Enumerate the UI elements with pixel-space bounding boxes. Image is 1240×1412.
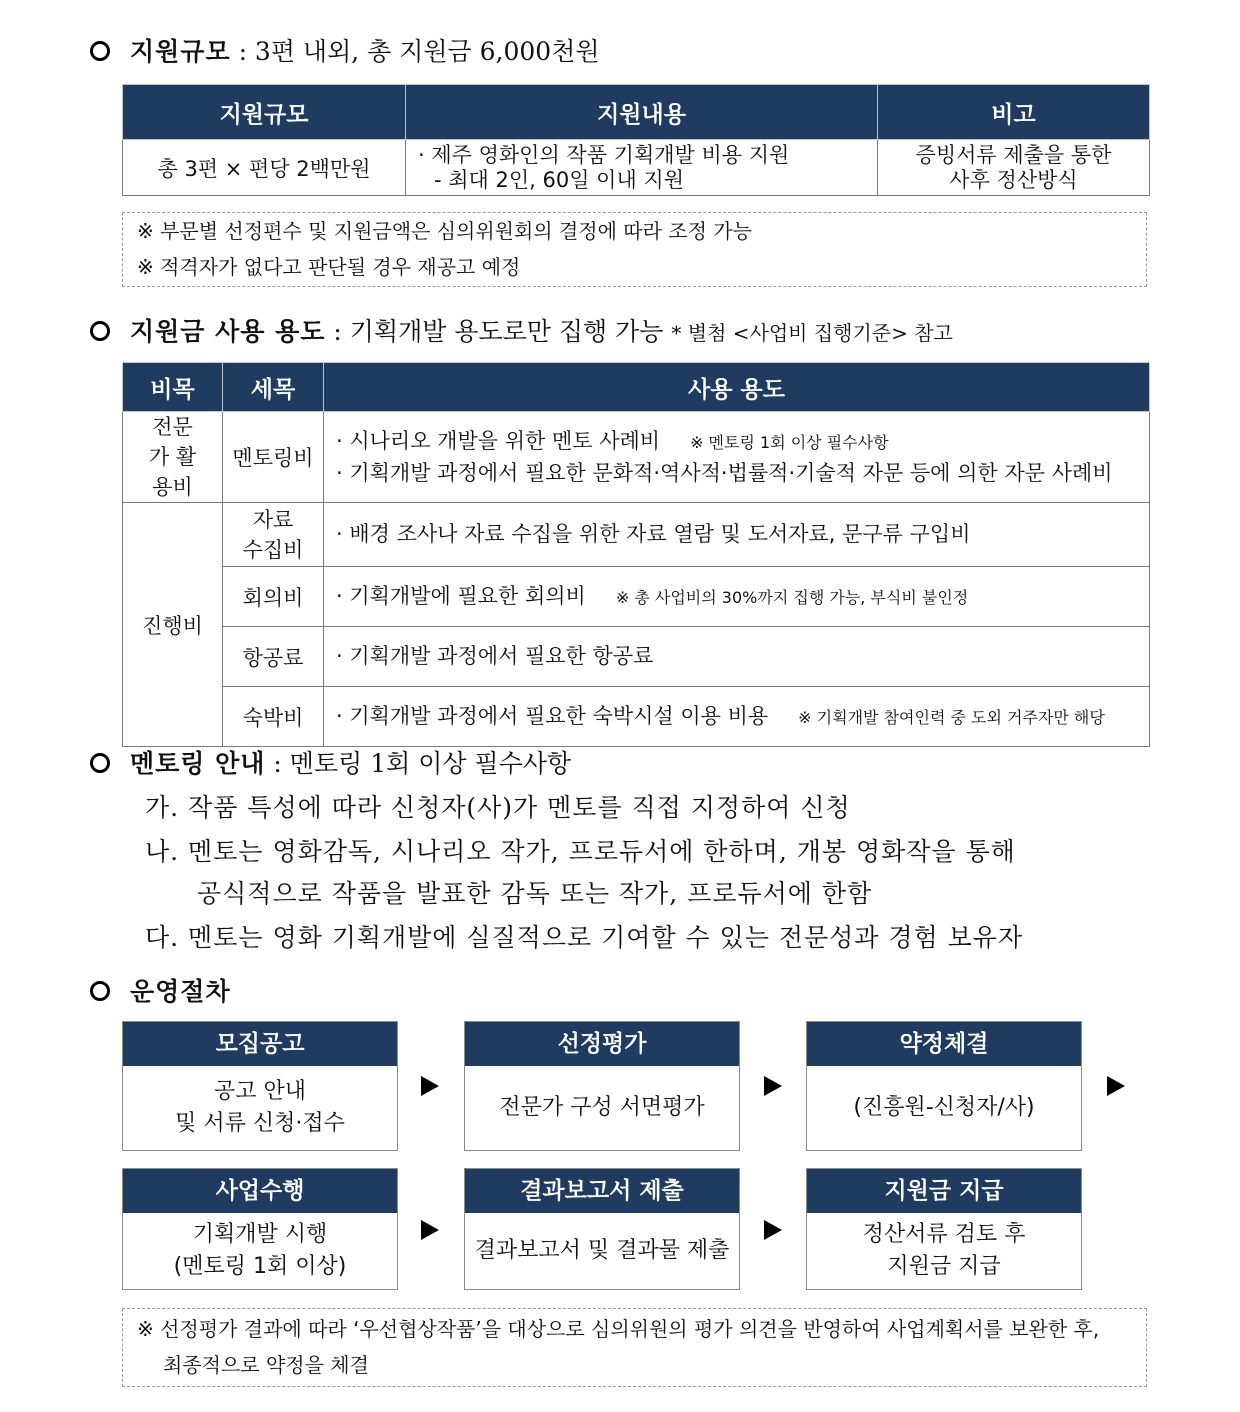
scale-notes bbox=[122, 212, 1147, 287]
item-cell: 자료 수집비 bbox=[223, 503, 324, 567]
circle-bullet-icon bbox=[90, 41, 110, 61]
category-cell: 전문가 활용비 bbox=[123, 412, 223, 503]
arrow-right-icon bbox=[1107, 1076, 1125, 1096]
col-header: 사용 용도 bbox=[324, 363, 1150, 412]
usage-cell: · 기획개발 과정에서 필요한 항공료 bbox=[324, 627, 1150, 687]
scale-cell: 총 3편 × 편당 2백만원 bbox=[123, 140, 406, 196]
arrow-right-icon bbox=[421, 1076, 439, 1096]
usage-cell: · 배경 조사나 자료 수집을 위한 자료 열람 및 도서자료, 문구류 구입비 bbox=[324, 503, 1150, 567]
section-heading-procedure: 운영절차 bbox=[90, 972, 231, 1008]
note-cell: 증빙서류 제출을 통한 사후 정산방식 bbox=[878, 140, 1150, 196]
col-header: 지원내용 bbox=[406, 85, 878, 140]
step-recruitment: 모집공고 공고 안내 및 서류 신청·접수 bbox=[122, 1021, 398, 1151]
arrow-right-icon bbox=[764, 1076, 782, 1096]
usage-cell: · 기획개발에 필요한 회의비 ※ 총 사업비의 30%까지 집행 가능, 부식비 불인정 bbox=[324, 567, 1150, 627]
mentoring-item: 다. 멘토는 영화 기획개발에 실질적으로 기여할 수 있는 전문성과 경험 보유자 bbox=[145, 923, 1024, 952]
circle-bullet-icon bbox=[90, 321, 110, 341]
section-heading-mentoring: 멘토링 안내 : 멘토링 1회 이상 필수사항 bbox=[90, 744, 571, 780]
arrow-right-icon bbox=[764, 1220, 782, 1240]
mentoring-item: 나. 멘토는 영화감독, 시나리오 작가, 프로듀서에 한하며, 개봉 영화작을 통해 bbox=[145, 837, 1016, 866]
col-header: 비목 bbox=[123, 363, 223, 412]
col-header: 지원규모 bbox=[123, 85, 406, 140]
note-line: ※ 부문별 선정편수 및 지원금액은 심의위원회의 결정에 따라 조정 가능 bbox=[137, 219, 752, 243]
section-heading-usage: 지원금 사용 용도 : 기획개발 용도로만 집행 가능 * 별첨 <사업비 집행기준> 참고 bbox=[90, 312, 953, 348]
usage-cell: · 시나리오 개발을 위한 멘토 사례비 ※ 멘토링 1회 이상 필수사항 · 기획개발 과정에서 필요한 문화적·역사적·법률적·기술적 자문 등에 의한 자문 사례비 bbox=[324, 412, 1150, 503]
section-heading-scale: 지원규모 : 3편 내외, 총 지원금 6,000천원 bbox=[90, 32, 600, 68]
procedure-note: ※ 선정평가 결과에 따라 ‘우선협상작품’을 대상으로 심의위원의 평가 의견을 반영하여 사업계획서를 보완한 후, 최종적으로 약정을 체결 bbox=[122, 1308, 1147, 1387]
arrow-right-icon bbox=[421, 1220, 439, 1240]
step-evaluation: 선정평가 전문가 구성 서면평가 bbox=[464, 1021, 740, 1151]
item-cell: 숙박비 bbox=[223, 687, 324, 747]
item-cell: 회의비 bbox=[223, 567, 324, 627]
col-header: 비고 bbox=[878, 85, 1150, 140]
category-cell: 진행비 bbox=[123, 503, 223, 747]
support-scale-table bbox=[122, 84, 1150, 196]
note-line: ※ 적격자가 없다고 판단될 경우 재공고 예정 bbox=[137, 255, 521, 279]
circle-bullet-icon bbox=[90, 981, 110, 1001]
mentoring-item: 가. 작품 특성에 따라 신청자(사)가 멘토를 직접 지정하여 신청 bbox=[145, 793, 851, 822]
usage-table bbox=[122, 362, 1150, 747]
content-cell: · 제주 영화인의 작품 기획개발 비용 지원 - 최대 2인, 60일 이내 지원 bbox=[406, 140, 878, 196]
col-header: 세목 bbox=[223, 363, 324, 412]
step-execution: 사업수행 기획개발 시행 (멘토링 1회 이상) bbox=[122, 1168, 398, 1290]
item-cell: 멘토링비 bbox=[223, 412, 324, 503]
item-cell: 항공료 bbox=[223, 627, 324, 687]
step-agreement: 약정체결 (진흥원-신청자/사) bbox=[806, 1021, 1082, 1151]
mentoring-item: 공식적으로 작품을 발표한 감독 또는 작가, 프로듀서에 한함 bbox=[197, 879, 873, 908]
step-report: 결과보고서 제출 결과보고서 및 결과물 제출 bbox=[464, 1168, 740, 1290]
usage-cell: · 기획개발 과정에서 필요한 숙박시설 이용 비용 ※ 기획개발 참여인력 중 도외 거주자만 해당 bbox=[324, 687, 1150, 747]
circle-bullet-icon bbox=[90, 753, 110, 773]
step-payment: 지원금 지급 정산서류 검토 후 지원금 지급 bbox=[806, 1168, 1082, 1290]
